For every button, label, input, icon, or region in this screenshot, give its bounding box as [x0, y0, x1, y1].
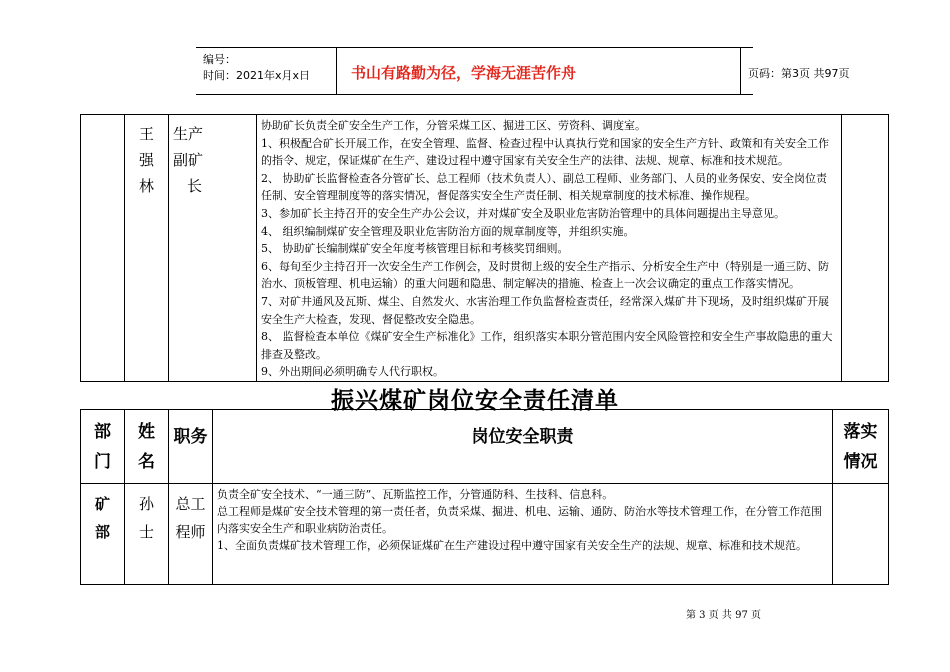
header-name-char: 名 [138, 451, 155, 472]
document-header [196, 47, 850, 95]
header-dept-char: 门 [94, 451, 111, 472]
duty-line: 9、外出期间必须明确专人代行职权。 [261, 365, 445, 379]
header-dept [81, 410, 125, 484]
position-line: 生产 [173, 125, 204, 143]
duty-line: 1、积极配合矿长开展工作，在安全管理、监督、检查过程中认真执行党和国家的安全生产方针、政策和有关安全工作的指令、规定，保证煤矿在生产、建设过程中遵守国家有关安全生产的法律、法规、规章、标准和技术规范。 [261, 136, 830, 168]
duty-line: 3、参加矿长主持召开的安全生产办公会议，并对煤矿安全及职业危害防治管理中的具体问题提出主导意见。 [261, 206, 786, 220]
duty-line: 2、 协助矿长监督检查各分管矿长、总工程师（技术负责人）、副总工程师、业务部门、人员的业务保安、安全岗位责任制、安全管理制度等的落实情况，督促落实安全生产责任制、相关规章制度的技术标准、操作规程。 [261, 171, 828, 203]
header-dept-char: 部 [94, 421, 111, 442]
duty-line: 协助矿长负责全矿安全生产工作，分管采煤工区、掘进工区、劳资科、调度室。 [261, 119, 647, 132]
name-char: 强 [138, 151, 154, 169]
name-char: 士 [138, 523, 154, 541]
header-page-label: 页码：第3页 共97页 [748, 67, 850, 80]
name-cell [125, 115, 169, 382]
header-status-line: 情况 [843, 451, 878, 472]
status-cell [833, 484, 889, 585]
header-duty: 岗位安全职责 [213, 410, 833, 484]
header-divider [740, 48, 741, 94]
duty-line: 6、每旬至少主持召开一次安全生产工作例会，及时贯彻上级的安全生产指示、分析安全生产中（特别是一通三防、防治水、顶板管理、机电运输）的重大问题和隐患、制定解决的措施、检查上一次会议确定的重点工作落实情况。 [261, 259, 830, 291]
position-cell [169, 484, 213, 585]
duty-table [80, 409, 889, 585]
header-status [833, 410, 889, 484]
position-line: 总工 [175, 495, 206, 513]
duty-line: 5、 协助矿长编制煤矿安全年度考核管理目标和考核奖罚细则。 [261, 242, 569, 256]
name-cell [125, 484, 169, 585]
dept-char: 矿 [94, 495, 110, 513]
duty-text-cell [257, 115, 842, 382]
position-line: 副矿 [173, 151, 204, 169]
name-char: 王 [138, 125, 154, 143]
document-time-label: 时间：2021年x月x日 [203, 69, 311, 82]
header-status-line: 落实 [843, 421, 878, 442]
dept-char: 部 [94, 523, 110, 541]
status-cell [842, 115, 889, 382]
header-name [125, 410, 169, 484]
name-char: 孙 [138, 495, 154, 513]
duty-line: 8、 监督检查本单位《煤矿安全生产标准化》工作，组织落实本职分管范围内安全风险管控和安全生产事故隐患的重大排查及整改。 [261, 330, 833, 361]
position-line: 程师 [175, 523, 206, 541]
table-row [81, 115, 889, 382]
dept-cell [81, 115, 125, 382]
header-meta [196, 48, 337, 94]
duty-line: 4、 组织编制煤矿安全管理及职业危害防治方面的规章制度等，并组织实施。 [261, 224, 635, 238]
header-motto: 书山有路勤为径，学海无涯苦作舟 [351, 64, 577, 82]
header-name-char: 姓 [138, 421, 155, 442]
header-position: 职务 [169, 410, 213, 484]
table-row [81, 484, 889, 585]
name-char: 林 [138, 177, 154, 195]
page-footer: 第 3 页 共 97 页 [686, 610, 761, 621]
position-line: 长 [187, 177, 203, 195]
duty-line: 7、对矿井通风及瓦斯、煤尘、自然发火、水害治理工作负监督检查责任，经常深入煤矿井下现场，及时组织煤矿开展安全生产大检查，发现、督促整改安全隐患。 [261, 294, 830, 326]
duty-text-cell [213, 484, 833, 585]
duty-line: 负责全矿安全技术、“一通三防”、瓦斯监控工作，分管通防科、生技科、信息科。 [217, 488, 614, 501]
document-number-label: 编号： [203, 53, 236, 66]
duty-table-continued [80, 114, 889, 382]
document-title: 振兴煤矿岗位安全责任清单 [331, 388, 619, 414]
duty-line: 1、全面负责煤矿技术管理工作，必须保证煤矿在生产建设过程中遵守国家有关安全生产的法规、规章、标准和技术规范。 [217, 539, 807, 552]
dept-cell [81, 484, 125, 585]
table-header-row [81, 410, 889, 484]
duty-line: 总工程师是煤矿安全技术管理的第一责任者，负责采煤、掘进、机电、运输、通防、防治水等技术管理工作，在分管工作范围内落实安全生产和职业病防治责任。 [217, 505, 822, 535]
position-cell [169, 115, 257, 382]
header-motto-cell [336, 48, 850, 94]
